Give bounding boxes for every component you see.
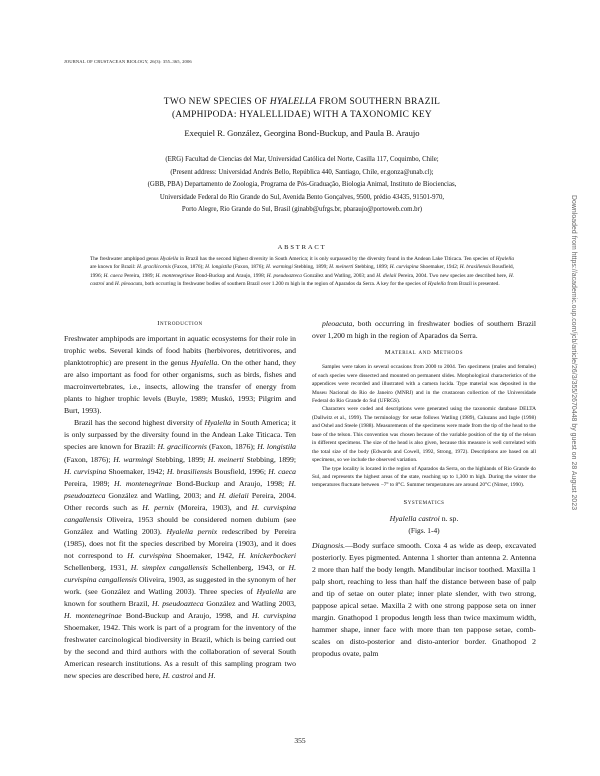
italic-term: H. longistila: [257, 442, 296, 452]
intro-paragraph-1: [64, 333, 296, 417]
italic-term: H. longistila: [205, 264, 232, 271]
title-line-1: TWO NEW SPECIES OF HYALELLA FROM SOUTHERN BRAZIL: [163, 97, 441, 107]
article-title: [64, 96, 540, 122]
text-run: Stebbing, 1899;: [243, 454, 296, 464]
text-run: (Faxon, 1876);: [231, 264, 266, 271]
text-run: Pereira, 2004. Two new species are described here,: [396, 272, 509, 279]
italic-term: H. pernix: [142, 502, 174, 512]
italic-term: H. pleoacuta: [114, 281, 143, 288]
figures-reference: (Figs. 1-4): [408, 525, 440, 535]
journal-header: JOURNAL OF CRUSTACEAN BIOLOGY, 26(3): 355–365, 2006: [64, 59, 192, 64]
italic-term: Hyalella: [427, 281, 446, 288]
italic-term: H. curvispina: [127, 550, 172, 560]
italic-term: H. dielaii: [376, 272, 397, 279]
text-run: (Moreira, 1903), and: [173, 502, 252, 512]
text-run: Shoemaker, 1942. This work is part of a program for the inventory of the freshwater carcinological biodiversity in Brazil, which is being carried out by the second and third authors with the collaboration of several South American research institutions. As a result of this sampling program two new species are described here,: [64, 623, 296, 681]
text-run: Pereira, 2004. Other records such as: [64, 490, 296, 512]
text-run: . On the other hand, they are also important as food for other organisms, such as birds, fishes and macroinvertebrates, i.e., insects, allowing the transfer of energy from plants to higher trophic levels (Buyle, 1989; Muskó, 1993; Pilgrim and Burt, 1993).: [64, 358, 296, 416]
italic-term: H. curvispina cangallensis: [64, 562, 296, 584]
diagnosis-paragraph: Diagnosis.—Body surface smooth. Coxa 4 as wide as deep, excavated posteriorly. Eyes pigmented. Antenna 1 shorter than antenna 2. Antenna 2 more than half the body length. Mandibular incisor toothed. Maxilla 1 palp short, reaching to less than half the distance between base of palp and tip of setae on outer plate; inner plate slender, with two strong, pappose apical setae. Maxilla 2 with one strong pappose seta on inner margin. Gnathopod 1 propodus length less than twice maximum width, hammer shape, inner face with more than ten pappose setae, comb-scales on disto-posterior and disto-anterior border. Gnathopod 2 propodus ovate, palm: [312, 540, 536, 659]
affiliation-line: (ERG) Facultad de Ciencias del Mar, Universidad Católica del Norte, Casilla 117, Coquimbo, Chile;: [165, 156, 439, 163]
download-watermark: Downloaded from https://academic.oup.com/jcb/article/26/3/355/2670448 by guest on 28 August 2023: [570, 195, 577, 511]
text-run: , both occurring in freshwater bodies of southern Brazil over 1.200 m high in the region of Aparados da Serra. A key for the species of: [142, 281, 428, 288]
text-run: The freshwater amphipod genus: [90, 256, 161, 262]
text-run: Oliveira, 1953 should be considered nomen dubium (see González and Watling 2003).: [64, 514, 296, 536]
methods-paragraph-2: Characters were coded and descriptions were generated using the taxonomic database DELTA (Dallwitz et al., 1999). The terminology for setae follows Watling (1989), Caluzans and Ingle (1998) and Oshel and Steele (1988). Measurements of the specimens were made from the tip of the head to the base of the telson. This convention was chosen because of the variable position of the tip of the telson in different specimens. The size of the head is also given, because this measure is well correlated with the total size of the body (Edwards and Cowell, 1992, Strong, 1972). Descriptions are based on all specimens, so we include the observed variation.: [312, 406, 536, 464]
page-number: 355: [294, 736, 306, 745]
title-line-2: (AMPHIPODA: HYALELLIDAE) WITH A TAXONOMIC KEY: [171, 110, 433, 120]
italic-term: H. curvispina: [64, 466, 107, 476]
affiliation-line: Porto Alegre, Rio Grande do Sul, Brasil (ginabb@ufrgs.br, pbaraujo@portoweb.com.br): [181, 206, 423, 213]
text-run: González and Watling 2003,: [203, 599, 296, 609]
text-run: Brazil has the second highest diversity of: [74, 418, 205, 428]
italic-term: Hyalella: [495, 256, 514, 262]
text-run: González and Watling, 2003; and: [301, 272, 377, 279]
text-run: in South America; it is only surpassed by the diversity found in the Andean Lake Titicaca. Ten species are known for Brazil:: [64, 418, 296, 452]
text-run: Freshwater amphipods are important in aquatic ecosystems for their role in trophic webs. Several kinds of food habits (herbivores, detritivores, and planktotrophic) are present in the genus: [64, 334, 296, 368]
text-run: Shoemaker, 1942;: [418, 264, 460, 271]
text-run: , both occurring in freshwater bodies of southern Brazil over 1,200 m high in the region of Aparados da Serra.: [312, 319, 536, 341]
intro-paragraph-2: [64, 417, 296, 682]
methods-paragraph-1: Samples were taken in several occasions from 2000 to 2004. Ten specimens (males and females) of each species were dissected and mounted on permanent slides. Morphological characteristics of the appendices were recorded and illustrated with a camera lucida. Type material was deposited in the Museu Nacional do Rio de Janeiro (MNRJ) and in the crustacean collection of the Universidade Federal do Rio Grande do Sul (UFRGS).: [312, 364, 536, 404]
italic-term: H. warmingi: [265, 264, 293, 271]
introduction-heading: Introduction: [157, 320, 203, 327]
text-run: Stebbing, 1899;: [152, 454, 208, 464]
species-name: Hyalella castroi n. sp.: [389, 513, 459, 523]
italic-term: H. pseudoazteca: [64, 478, 296, 500]
methods-paragraph-3: The type locality is located in the region of Aparados da Serra, on the highlands of Rio Grande do Sul, and represents the highest areas of the state, reaching up to 1,300 m high. During the winter the temperatures fluctuate between −7° to 8°C. Summer temperatures are around 20°C (Nimer, 1990).: [312, 465, 536, 489]
text-run: Bond-Buckup and Araujo, 1998;: [171, 478, 289, 488]
text-run: Schellenberg, 1943, or: [207, 562, 289, 572]
text-run: in Brazil has the second highest diversity in South America; it is only surpassed by the diversity found in the Andean Lake Titicaca. Ten species of: [178, 256, 496, 262]
italic-term: H. knickerbockeri: [238, 550, 296, 560]
text-run: (Faxon, 1876);: [64, 454, 114, 464]
left-column: [64, 318, 296, 682]
authors: Exequiel R. González, Georgina Bond-Buckup, and Paula B. Araujo: [184, 128, 420, 138]
affiliation-line: (Present address: Universidad Andrés Bello, República 440, Santiago, Chile, er.gonza@unab.cl);: [170, 168, 434, 176]
italic-term: H. caeca: [103, 272, 123, 279]
italic-term: H. castroi: [90, 272, 515, 288]
text-run: are known for southern Brazil,: [64, 587, 296, 609]
text-run: Bousfield, 1996;: [212, 466, 269, 476]
text-run: Bousfield, 1996;: [90, 264, 514, 279]
text-run: (Faxon, 1876);: [170, 264, 206, 271]
italic-term: H. gracilicornis: [136, 264, 171, 271]
italic-term: H. gracilicornis: [157, 442, 207, 452]
italic-term: H. castroi: [162, 671, 194, 681]
italic-term: Hyalella pernix: [166, 526, 218, 536]
affiliation-line: (GBB, PBA) Departamento de Zoologia, Programa de Pós-Graduação, Biologia Animal, Instituto de Biociencias,: [147, 181, 457, 188]
italic-term: H. pseudoazteca: [266, 272, 302, 279]
italic-term: H. montenegrinae: [155, 272, 194, 279]
italic-term: H. montenegrinae: [64, 611, 122, 621]
text-run: and: [193, 671, 209, 681]
italic-term: H. curvispina cangallensis: [64, 502, 296, 524]
italic-term: Hyalella: [190, 358, 218, 368]
text-run: and: [104, 281, 115, 288]
italic-term: Hyalella: [204, 418, 231, 428]
italic-term: Hyalella: [160, 256, 179, 262]
italic-term: H. dielaii: [218, 490, 249, 500]
italic-term: H. curvispina: [389, 264, 419, 271]
italic-term: H. brasiliensis: [166, 466, 213, 476]
text-run: are known for Brazil:: [90, 264, 137, 271]
text-run: Pereira, 1989;: [122, 272, 156, 279]
text-run: Shoemaker, 1942;: [106, 466, 167, 476]
italic-term: H. simplex cangallensis: [130, 562, 208, 572]
methods-heading: Material and Methods: [384, 349, 464, 357]
text-run: Stebbing, 1899;: [353, 264, 390, 271]
right-column: [312, 318, 536, 660]
text-run: González and Watling, 2003; and: [105, 490, 219, 500]
italic-term: Hyalella: [256, 587, 284, 597]
text-run: Schellenberg, 1931,: [64, 562, 131, 572]
italic-term: H. pseudoazteca: [152, 599, 204, 609]
text-run: redescribed by Pereira (1985), does not fit the species described by Moreira (1903), and it does not correspond to: [64, 526, 296, 560]
italic-term: H. brasiliensis: [459, 264, 491, 271]
italic-term: H. caeca: [268, 466, 296, 476]
text-run: Pereira, 1989;: [64, 478, 114, 488]
italic-term: H. warmingi: [113, 454, 153, 464]
italic-term: H. montenegrinae: [113, 478, 172, 488]
text-run: from Brazil is presented.: [445, 281, 500, 288]
italic-term: H. curvispina: [251, 611, 296, 621]
intro-continuation: [312, 318, 536, 342]
affiliation-line: Universidade Federal do Rio Grande do Sul, Avenida Bento Gonçalves, 9500, prédio 43435, 91501-970,: [159, 193, 445, 201]
text-run: Shoemaker, 1942,: [171, 550, 239, 560]
text-run: Bond-Buckup and Araujo, 1998, and: [121, 611, 252, 621]
text-run: Oliveira, 1903, as suggested in the synonym of her work. (see González and Watling 2003). Three species of: [64, 574, 296, 597]
systematics-heading: Systematics: [403, 498, 445, 506]
text-run: Stebbing, 1899;: [292, 264, 330, 271]
text-run: Bond-Buckup and Araujo, 1998;: [193, 272, 267, 279]
italic-term: pleoacuta: [322, 319, 353, 328]
text-run: (Faxon, 1876);: [206, 442, 258, 452]
abstract-text: [90, 255, 514, 289]
italic-term: H. meinerti: [329, 264, 354, 271]
italic-term: H.: [208, 671, 216, 681]
affiliations: [64, 154, 540, 217]
italic-term: H. meinerti: [207, 454, 244, 464]
abstract-heading: ABSTRACT: [277, 244, 327, 251]
